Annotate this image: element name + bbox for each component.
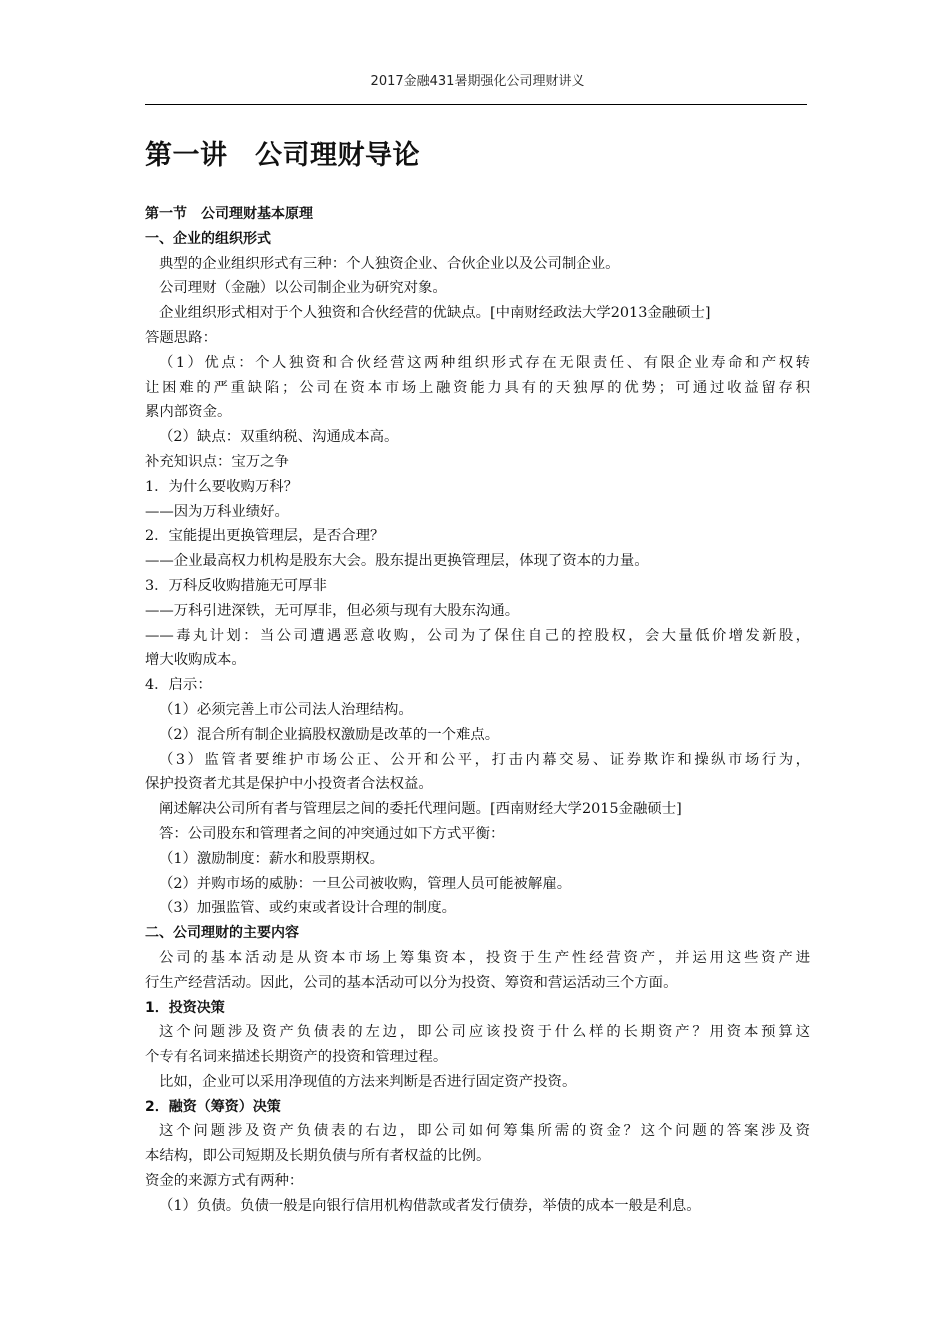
text-line: 典型的企业组织形式有三种：个人独资企业、合伙企业以及公司制企业。 bbox=[159, 255, 620, 272]
page-header: 2017金融431暑期强化公司理财讲义 bbox=[370, 74, 585, 89]
text-line: 累内部资金。 bbox=[145, 404, 232, 421]
text-line: （2）混合所有制企业搞股权激励是改革的一个难点。 bbox=[159, 726, 500, 743]
text-line: 这个问题涉及资产负债表的右边，即公司如何筹集所需的资金？这个问题的答案涉及资 bbox=[159, 1123, 810, 1140]
text-line: ——万科引进深铁，无可厚非，但必须与现有大股东沟通。 bbox=[145, 602, 520, 619]
text-line: 让困难的严重缺陷；公司在资本市场上融资能力具有的天独厚的优势；可通过收益留存积 bbox=[145, 379, 810, 396]
text-line: （1）激励制度：薪水和股票期权。 bbox=[159, 850, 385, 867]
text-line: 行生产经营活动。因此，公司的基本活动可以分为投资、筹资和营运活动三个方面。 bbox=[145, 974, 678, 991]
text-line: 资金的来源方式有两种： bbox=[145, 1173, 304, 1190]
text-line: 个专有名词来描述长期资产的投资和管理过程。 bbox=[145, 1049, 448, 1066]
text-line: （3）监管者要维护市场公正、公开和公平，打击内幕交易、证券欺诈和操纵市场行为， bbox=[159, 751, 810, 768]
text-line: （1）优点：个人独资和合伙经营这两种组织形式存在无限责任、有限企业寿命和产权转 bbox=[159, 354, 810, 371]
text-line: 企业组织形式相对于个人独资和合伙经营的优缺点。[中南财经政法大学2013金融硕士] bbox=[159, 305, 711, 322]
text-line: （2）并购市场的威胁：一旦公司被收购，管理人员可能被解雇。 bbox=[159, 875, 572, 892]
text-line: 补充知识点：宝万之争 bbox=[145, 453, 289, 470]
text-line: （1）负债。负债一般是向银行信用机构借款或者发行债券，举债的成本一般是利息。 bbox=[159, 1197, 701, 1214]
text-line: ——因为万科业绩好。 bbox=[145, 503, 289, 520]
text-line: ——毒丸计划：当公司遭遇恶意收购，公司为了保住自己的控股权，会大量低价增发新股， bbox=[145, 627, 810, 644]
text-line: 1．为什么要收购万科？ bbox=[145, 478, 299, 495]
text-line: 3．万科反收购措施无可厚非 bbox=[145, 577, 327, 594]
text-line: 公司的基本活动是从资本市场上筹集资本，投资于生产性经营资产，并运用这些资产进 bbox=[159, 949, 810, 966]
text-line: ——企业最高权力机构是股东大会。股东提出更换管理层，体现了资本的力量。 bbox=[145, 553, 649, 570]
section-heading: 1．投资决策 bbox=[145, 999, 225, 1016]
text-line: （2）缺点：双重纳税、沟通成本高。 bbox=[159, 429, 399, 446]
document-body bbox=[145, 202, 810, 1219]
text-line: 答题思路： bbox=[145, 329, 217, 346]
text-line: 增大收购成本。 bbox=[145, 652, 246, 669]
text-line: 2．宝能提出更换管理层，是否合理？ bbox=[145, 528, 385, 545]
section-heading: 第一节 公司理财基本原理 bbox=[145, 206, 313, 222]
text-line: 4．启示： bbox=[145, 677, 212, 694]
text-line: 公司理财（金融）以公司制企业为研究对象。 bbox=[159, 280, 447, 297]
text-line: 答：公司股东和管理者之间的冲突通过如下方式平衡： bbox=[159, 825, 505, 842]
text-line: 保护投资者尤其是保护中小投资者合法权益。 bbox=[145, 776, 433, 793]
text-line: 本结构，即公司短期及长期负债与所有者权益的比例。 bbox=[145, 1148, 491, 1165]
text-line: 比如，企业可以采用净现值的方法来判断是否进行固定资产投资。 bbox=[159, 1073, 577, 1090]
text-line: 阐述解决公司所有者与管理层之间的委托代理问题。[西南财经大学2015金融硕士] bbox=[159, 801, 682, 818]
text-line: （3）加强监管、或约束或者设计合理的制度。 bbox=[159, 900, 456, 917]
text-line: 这个问题涉及资产负债表的左边，即公司应该投资于什么样的长期资产？用资本预算这 bbox=[159, 1024, 810, 1041]
section-heading: 2．融资（筹资）决策 bbox=[145, 1098, 281, 1115]
section-heading: 一、企业的组织形式 bbox=[145, 230, 271, 247]
header-divider bbox=[145, 104, 807, 105]
text-line: （1）必须完善上市公司法人治理结构。 bbox=[159, 701, 413, 718]
chapter-title: 第一讲 公司理财导论 bbox=[145, 140, 420, 171]
section-heading: 二、公司理财的主要内容 bbox=[145, 925, 299, 942]
